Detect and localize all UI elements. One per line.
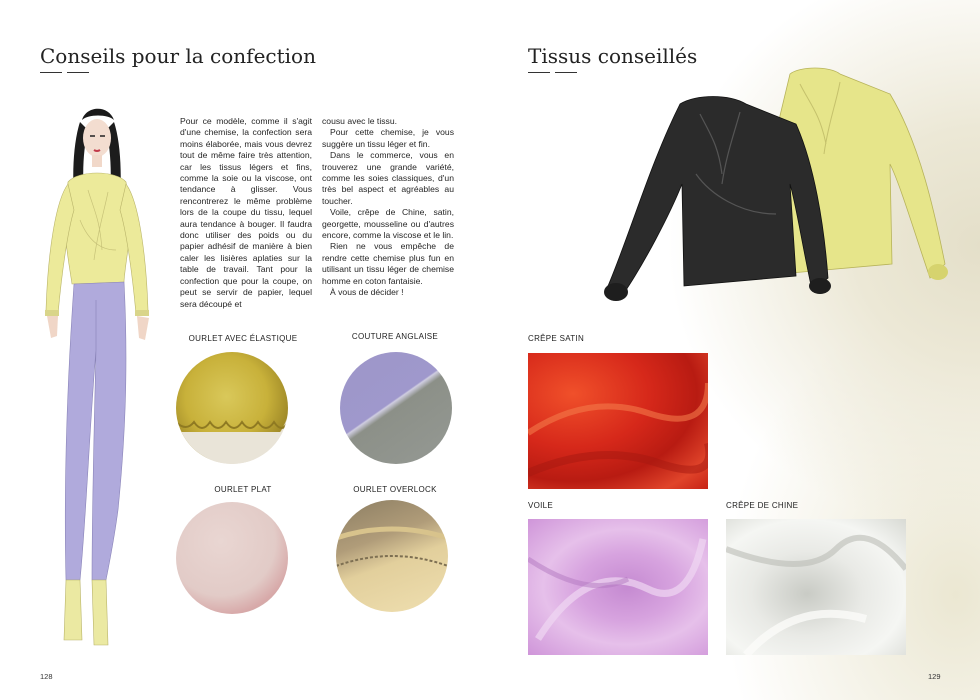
left-page-title: Conseils pour la confection (40, 44, 316, 68)
body-paragraph: Pour cette chemise, je vous suggère un tissu léger et fin. (322, 127, 454, 149)
body-paragraph: Voile, crêpe de Chine, satin, georgette, mousseline ou d'autres encore, comme la viscose et le lin. (322, 207, 454, 241)
fashion-illustration (28, 100, 168, 660)
body-text-column-2 (322, 116, 454, 299)
title-rule (67, 72, 89, 73)
body-text-column-1 (180, 116, 312, 310)
title-rule (555, 72, 577, 73)
voile-swatch (528, 519, 708, 655)
body-paragraph: cousu avec le tissu. (322, 116, 397, 126)
right-page-title: Tissus conseillés (528, 44, 698, 68)
body-paragraph: Pour ce modèle, comme il s'agit d'une chemise, la confection sera moins élaborée, mais vous devrez tout de même faire très attention, car les tissus légers et fins, comme la soie ou la viscose, ont tendance à glisser. Vous rencontrerez le même problème lors de la coupe du tissu, lequel aura tendance à bouger. Il faudra donc utiliser des poids ou du papier adhésif de manière à bien caler les lisières aplaties sur la table de travail. Tant pour la confection que pour la coupe, on peut se servir de papier, lequel sera découpé et (180, 116, 312, 309)
caption-crepe-satin: CRÊPE SATIN (528, 334, 585, 343)
couture-anglaise-photo (340, 352, 452, 464)
caption-couture-anglaise: COUTURE ANGLAISE (351, 332, 439, 341)
ourlet-overlock-photo (336, 500, 448, 612)
body-paragraph: Dans le commerce, vous en trouverez une grande variété, comme les soies classiques, d'un très bel aspect et agréables au toucher. (322, 150, 454, 206)
crepe-de-chine-swatch (726, 519, 906, 655)
ourlet-plat-photo (176, 502, 288, 614)
caption-ourlet-elastique: OURLET AVEC ÉLASTIQUE (188, 334, 298, 343)
caption-voile: VOILE (528, 501, 554, 510)
ourlet-elastique-photo (176, 352, 288, 464)
blouses-illustration (600, 64, 960, 314)
crepe-satin-swatch (528, 353, 708, 489)
page-number-left: 128 (40, 672, 53, 681)
body-paragraph: Rien ne vous empêche de rendre cette chemise plus fun en utilisant un tissu léger de chemise homme en coton fantaisie. (322, 241, 454, 286)
caption-ourlet-plat: OURLET PLAT (214, 485, 272, 494)
title-rule (528, 72, 550, 73)
page-number-right: 129 (928, 672, 941, 681)
title-rule (40, 72, 62, 73)
caption-crepe-de-chine: CRÊPE DE CHINE (726, 501, 799, 510)
body-paragraph: À vous de décider ! (330, 287, 404, 298)
caption-ourlet-overlock: OURLET OVERLOCK (353, 485, 437, 494)
